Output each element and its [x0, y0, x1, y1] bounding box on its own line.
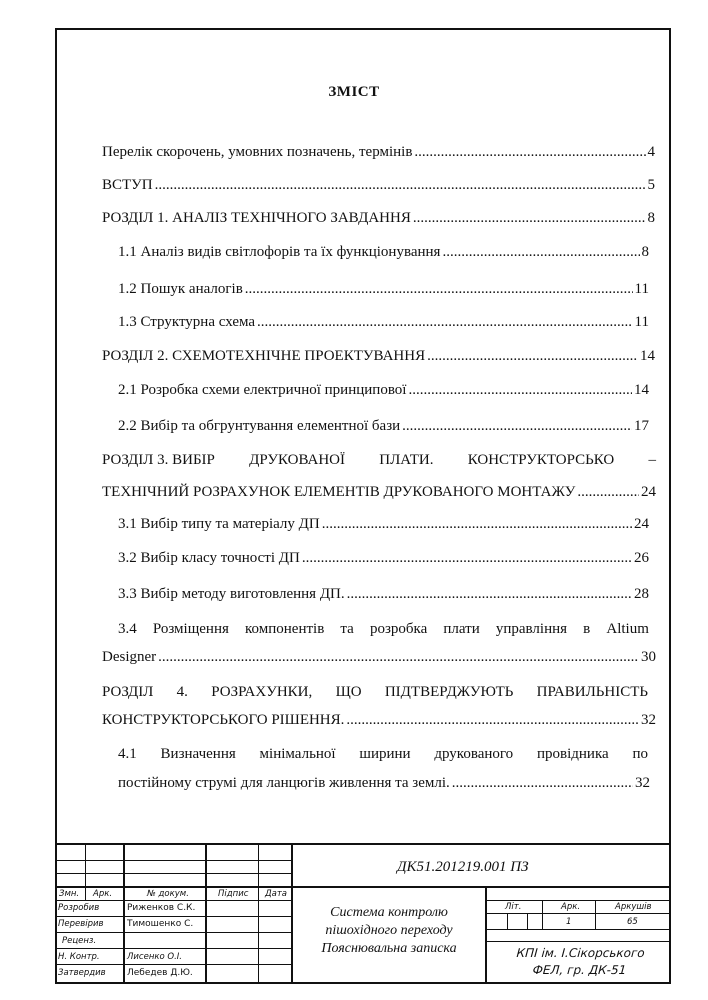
dot-leader: [442, 243, 639, 261]
organization-line: ФЕЛ, гр. ДК-51: [532, 963, 627, 977]
role-checker: Перевірив: [58, 919, 104, 929]
toc-word: компонентів: [245, 621, 325, 637]
toc-entry-page: 8: [647, 210, 655, 226]
sheets-label: Аркушів: [615, 902, 652, 912]
grid-line: [258, 845, 259, 984]
toc-entry-text: РОЗДІЛ 1. АНАЛІЗ ТЕХНІЧНОГО ЗАВДАННЯ: [102, 210, 411, 226]
toc-word: Altium: [606, 621, 649, 637]
toc-entry-text: 1.3 Структурна схема: [118, 314, 256, 330]
grid-line: [55, 948, 291, 949]
col-header-signature: Підпис: [218, 889, 249, 899]
role-developer: Розробив: [58, 903, 100, 913]
toc-entry-page: 5: [647, 177, 655, 193]
toc-entry-page: 11: [634, 314, 649, 330]
document-title-line: Система контролю: [330, 905, 448, 920]
document-code: ДК51.201219.001 ПЗ: [397, 859, 529, 875]
toc-entry-page: 24: [641, 484, 656, 500]
toc-word: РОЗРАХУНКИ,: [211, 684, 313, 700]
toc-word: ПЛАТИ.: [379, 452, 434, 468]
organization-line: КПІ ім. І.Сікорського: [516, 946, 646, 960]
grid-line: [55, 964, 291, 965]
dot-leader: [155, 176, 646, 194]
toc-entry-page: 26: [634, 550, 649, 566]
page-title: ЗМІСТ: [328, 84, 380, 100]
grid-line: [55, 873, 291, 874]
toc-word: ЩО: [335, 684, 362, 700]
name-checker: Тимошенко С.: [127, 919, 194, 929]
dot-leader: [408, 381, 632, 399]
toc-entry-text: ТЕХНІЧНИЙ РОЗРАХУНОК ЕЛЕМЕНТІВ ДРУКОВАНОГО МОНТАЖУ: [102, 484, 576, 500]
grid-line: [55, 932, 291, 933]
role-approver: Затвердив: [58, 968, 106, 978]
toc-entry-text: КОНСТРУКТОРСЬКОГО РІШЕННЯ.: [102, 712, 345, 728]
toc-entry-chapter-3-line-1[interactable]: [102, 451, 656, 469]
toc-word: Розміщення: [152, 621, 229, 637]
sheet-number: 1: [566, 917, 572, 927]
dot-leader: [346, 711, 639, 729]
toc-word: КОНСТРУКТОРСЬКО: [467, 452, 615, 468]
toc-entry-3-3[interactable]: [118, 585, 649, 603]
toc-entry-page: 17: [634, 418, 649, 434]
toc-word: розробка: [369, 621, 428, 637]
toc-entry-abbreviations[interactable]: [102, 143, 655, 161]
toc-word: ПРАВИЛЬНІСТЬ: [536, 684, 648, 700]
toc-entry-page: 14: [640, 348, 655, 364]
role-norm-control: Н. Контр.: [58, 952, 100, 962]
grid-line: [55, 900, 291, 901]
toc-word: та: [340, 621, 354, 637]
toc-entry-page: 11: [634, 281, 649, 297]
grid-line: [205, 845, 207, 984]
title-block: [55, 843, 671, 984]
col-header-change: Змн.: [59, 889, 80, 899]
dot-leader: [302, 549, 632, 567]
toc-entry-text: 2.1 Розробка схеми електричної принципової: [118, 382, 407, 398]
toc-entry-text: Designer: [102, 649, 157, 665]
toc-entry-text: постійному струмі для ланцюгів живлення та землі.: [118, 775, 450, 791]
name-approver: Лебедев Д.Ю.: [127, 968, 193, 978]
name-norm-control: Лисенко О.І.: [127, 952, 183, 962]
toc-entry-3-4-line-1[interactable]: [118, 620, 649, 638]
toc-entry-2-2[interactable]: [118, 417, 649, 435]
grid-line: [542, 900, 543, 929]
grid-line: [123, 845, 125, 984]
document-title-line: Пояснювальна записка: [321, 941, 457, 956]
dot-leader: [245, 280, 633, 298]
toc-entry-4-1-line-1[interactable]: [118, 745, 648, 763]
toc-entry-4-1-line-2[interactable]: [118, 774, 650, 792]
sheet-label: Арк.: [561, 902, 581, 912]
dot-leader: [158, 648, 639, 666]
toc-entry-text: 3.3 Вибір методу виготовлення ДП.: [118, 586, 345, 602]
toc-word: РОЗДІЛ 3. ВИБІР: [102, 452, 215, 468]
toc-word: управління: [495, 621, 568, 637]
toc-entry-page: 4: [647, 144, 655, 160]
dot-leader: [322, 515, 632, 533]
dot-leader: [414, 143, 645, 161]
toc-entry-page: 28: [634, 586, 649, 602]
dot-leader: [347, 585, 632, 603]
toc-entry-text: РОЗДІЛ 2. СХЕМОТЕХНІЧНЕ ПРОЕКТУВАННЯ: [102, 348, 426, 364]
toc-entry-chapter-4-line-1[interactable]: [102, 683, 648, 701]
dot-leader: [402, 417, 632, 435]
toc-entry-3-1[interactable]: [118, 515, 649, 533]
toc-word: Визначення: [160, 746, 236, 762]
toc-entry-1-3[interactable]: [118, 313, 649, 331]
toc-entry-text: 3.2 Вибір класу точності ДП: [118, 550, 300, 566]
toc-word: ДРУКОВАНОЇ: [249, 452, 345, 468]
toc-entry-text: ВСТУП: [102, 177, 153, 193]
grid-line: [485, 900, 671, 901]
toc-entry-chapter-1[interactable]: [102, 209, 655, 227]
organization: [494, 945, 666, 979]
toc-word: мінімальної: [259, 746, 336, 762]
grid-line: [55, 916, 291, 917]
toc-entry-2-1[interactable]: [118, 381, 649, 399]
sheets-count: 65: [627, 917, 638, 927]
toc-entry-page: 32: [641, 712, 656, 728]
toc-entry-chapter-2[interactable]: [102, 347, 655, 365]
toc-entry-text: Перелік скорочень, умовних позначень, термінів: [102, 144, 413, 160]
toc-word: по: [632, 746, 648, 762]
role-reviewer: Реценз.: [62, 936, 97, 946]
toc-word: друкованого: [434, 746, 514, 762]
dot-leader: [413, 209, 646, 227]
toc-word: 3.4: [118, 621, 137, 637]
toc-word: провідника: [536, 746, 609, 762]
toc-entry-page: 8: [641, 244, 649, 260]
drawing-frame: [55, 28, 671, 984]
grid-line: [527, 913, 528, 929]
toc-word: ПІДТВЕРДЖУЮТЬ: [384, 684, 514, 700]
toc-entry-chapter-4-line-2[interactable]: [102, 711, 656, 729]
col-header-sheet: Арк.: [93, 889, 113, 899]
document-title: [293, 904, 485, 958]
toc-entry-text: 2.2 Вибір та обгрунтування елементної бази: [118, 418, 401, 434]
toc-entry-intro[interactable]: [102, 176, 655, 194]
toc-entry-page: 32: [635, 775, 650, 791]
toc-word: ширини: [359, 746, 411, 762]
dot-leader: [427, 347, 638, 365]
toc-word: –: [648, 452, 656, 468]
toc-entry-page: 30: [641, 649, 656, 665]
dot-leader: [257, 313, 633, 331]
toc-word: в: [583, 621, 591, 637]
toc-entry-chapter-3-line-2[interactable]: [102, 483, 656, 501]
grid-line: [55, 860, 291, 861]
col-header-doc-no: № докум.: [147, 889, 189, 899]
toc-entry-text: 1.1 Аналіз видів світлофорів та їх функціонування: [118, 244, 441, 260]
toc-word: 4.1: [118, 746, 137, 762]
toc-entry-3-4-line-2[interactable]: [102, 648, 656, 666]
toc-entry-text: 1.2 Пошук аналогів: [118, 281, 243, 297]
grid-line: [507, 913, 508, 929]
toc-word: плати: [443, 621, 480, 637]
dot-leader: [452, 774, 633, 792]
dot-leader: [577, 483, 639, 501]
toc-entry-1-1[interactable]: [118, 243, 649, 261]
toc-word: РОЗДІЛ: [102, 684, 154, 700]
grid-line: [595, 900, 596, 929]
col-header-date: Дата: [265, 889, 288, 899]
grid-line: [485, 941, 671, 942]
grid-line: [55, 886, 671, 888]
toc-entry-1-2[interactable]: [118, 280, 649, 298]
toc-word: 4.: [176, 684, 188, 700]
toc-entry-page: 14: [634, 382, 649, 398]
grid-line: [485, 913, 671, 914]
name-developer: Риженков С.К.: [127, 903, 196, 913]
toc-entry-3-2[interactable]: [118, 549, 649, 567]
lit-label: Літ.: [505, 902, 522, 912]
document-title-line: пішохідного переходу: [325, 923, 453, 938]
grid-line: [85, 845, 86, 900]
toc-entry-page: 24: [634, 516, 649, 532]
toc-entry-text: 3.1 Вибір типу та матеріалу ДП: [118, 516, 320, 532]
grid-line: [485, 929, 671, 930]
